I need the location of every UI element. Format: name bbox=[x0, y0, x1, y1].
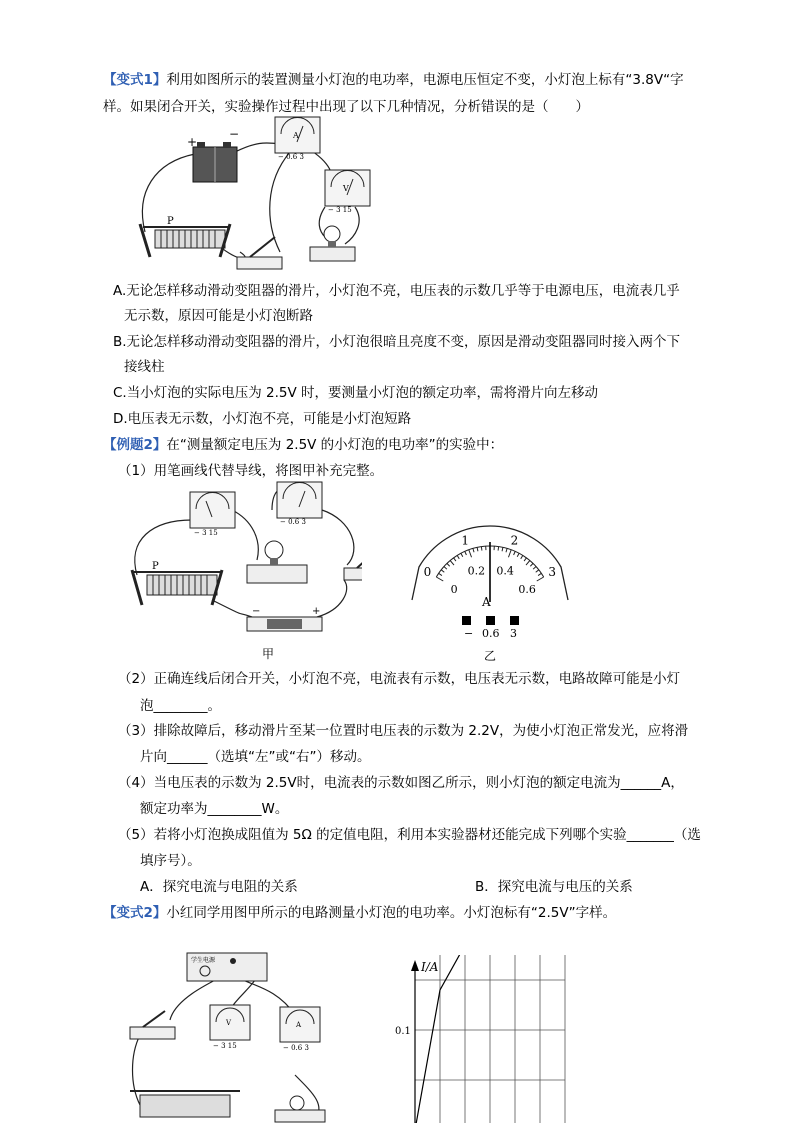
ammeter-symbol: A bbox=[296, 1021, 302, 1029]
ammeter-dial-figure-yi bbox=[410, 520, 570, 665]
dial-tick bbox=[447, 563, 450, 566]
question-tag: 【例题2】 bbox=[103, 437, 167, 453]
question-example2-part1: （1）用笔画线代替导线，将图甲补充完整。 bbox=[118, 463, 384, 479]
question-part5-line1: （5）若将小灯泡换成阻值为 5Ω 的定值电阻，利用本实验器材还能完成下列哪个实验_______（选 bbox=[118, 827, 701, 843]
terminal-square bbox=[462, 616, 471, 625]
circuit-figure-jia bbox=[122, 480, 362, 660]
dial-tick bbox=[454, 558, 456, 561]
terminal-label: 0.6 bbox=[482, 627, 500, 640]
question-variant1-line1: 【变式1】利用如图所示的装置测量小灯泡的电功率，电源电压恒定不变，小灯泡上标有“3.8V“字 bbox=[103, 72, 684, 88]
dial-tick bbox=[481, 547, 482, 551]
question-tag: 【变式1】 bbox=[103, 72, 167, 88]
dial-tick bbox=[498, 547, 499, 551]
voltmeter-symbol: V bbox=[343, 184, 349, 193]
slider-label: P bbox=[152, 561, 159, 572]
lamp-icon bbox=[275, 1096, 325, 1122]
question-tag: 【变式2】 bbox=[103, 905, 167, 921]
battery-minus-label: − bbox=[252, 606, 261, 617]
dial-tick bbox=[514, 551, 516, 555]
question-part4-line1: （4）当电压表的示数为 2.5V时，电流表的示数如图乙所示，则小灯泡的额定电流为______A， bbox=[118, 775, 684, 791]
dial-tick bbox=[526, 561, 530, 566]
switch-icon bbox=[130, 1011, 175, 1039]
lamp-icon bbox=[247, 541, 307, 583]
dial-tick bbox=[538, 573, 541, 575]
power-supply-label: 学生电源 bbox=[191, 957, 216, 964]
ammeter-terminals: − 0.6 3 bbox=[283, 1044, 309, 1052]
rheostat-icon bbox=[132, 570, 222, 605]
battery-icon bbox=[193, 142, 237, 182]
y-axis-arrow-icon bbox=[411, 960, 419, 971]
dial-tick bbox=[524, 558, 526, 561]
dial-tick bbox=[536, 570, 539, 572]
voltmeter-terminals: − 3 15 bbox=[213, 1042, 237, 1050]
dial-top-tick-label: 3 bbox=[548, 565, 556, 579]
dial-bottom-tick-label: 0.6 bbox=[518, 583, 536, 596]
question-variant2: 【变式2】小红同学用图甲所示的电路测量小灯泡的电功率。小灯泡标有“2.5V”字样。 bbox=[103, 905, 617, 921]
dial-bottom-tick-label: 0.2 bbox=[467, 564, 486, 578]
dial-tick bbox=[436, 577, 443, 581]
ammeter-icon bbox=[277, 482, 322, 518]
option-b-line1: B.无论怎样移动滑动变阻器的滑片，小灯泡很暗且亮度不变，原因是滑动变阻器同时接入两个下 bbox=[113, 334, 681, 350]
ammeter-terminals: − 0.6 3 bbox=[280, 518, 306, 526]
terminal-square bbox=[486, 616, 495, 625]
circuit-figure-1 bbox=[125, 112, 385, 277]
dial-tick bbox=[530, 563, 533, 566]
terminal-square bbox=[510, 616, 519, 625]
dial-tick bbox=[517, 553, 519, 557]
dial-tick bbox=[461, 553, 463, 557]
dial-tick bbox=[506, 548, 507, 552]
dial-bottom-tick-label: 0 bbox=[450, 583, 458, 596]
option-a-line1: A.无论怎样移动滑动变阻器的滑片，小灯泡不亮，电压表的示数几乎等于电源电压，电流表几乎 bbox=[113, 283, 680, 299]
choice-a: A．探究电流与电阻的关系 bbox=[140, 879, 298, 895]
figure-caption-jia: 甲 bbox=[262, 647, 275, 660]
y-axis-label: I/A bbox=[421, 960, 439, 974]
choice-b: B．探究电流与电压的关系 bbox=[475, 879, 633, 895]
dial-top-tick-label: 2 bbox=[510, 533, 519, 548]
question-part3-line2: 片向______（选填“左”或“右”）移动。 bbox=[140, 749, 371, 765]
terminal-label: − bbox=[464, 627, 474, 640]
option-a-line2: 无示数，原因可能是小灯泡断路 bbox=[124, 308, 313, 324]
y-tick-label: 0.1 bbox=[395, 1026, 411, 1037]
dial-top-tick-label: 1 bbox=[461, 533, 470, 548]
dial-tick bbox=[521, 555, 523, 558]
battery-plus-label: + bbox=[187, 135, 198, 149]
current-graph bbox=[385, 955, 575, 1123]
dial-tick bbox=[439, 573, 442, 575]
terminal-label: 3 bbox=[510, 627, 517, 640]
dial-tick bbox=[508, 550, 511, 558]
question-example2-intro: 【例题2】在“测量额定电压为 2.5V 的小灯泡的电功率”的实验中： bbox=[103, 437, 504, 453]
dial-tick bbox=[450, 561, 454, 566]
battery-icon bbox=[247, 617, 322, 631]
slider-label: P bbox=[167, 216, 174, 227]
dial-tick bbox=[457, 555, 459, 558]
dial-tick bbox=[537, 577, 544, 581]
rheostat-icon bbox=[130, 1091, 240, 1117]
question-part2-line1: （2）正确连线后闭合开关，小灯泡不亮，电流表有示数，电压表无示数，电路故障可能是小灯 bbox=[118, 671, 681, 687]
option-d: D.电压表无示数，小灯泡不亮，可能是小灯泡短路 bbox=[113, 411, 412, 427]
option-b-line2: 接线柱 bbox=[124, 359, 165, 375]
dial-tick bbox=[473, 548, 474, 552]
dial-tick bbox=[441, 570, 444, 572]
rheostat-icon bbox=[140, 224, 230, 257]
dial-top-tick-label: 0 bbox=[423, 565, 432, 579]
question-part2-line2: 泡________。 bbox=[140, 698, 221, 714]
dial-tick bbox=[469, 550, 472, 558]
question-part4-line2: 额定功率为________W。 bbox=[140, 801, 289, 817]
dial-bottom-tick-label: 0.4 bbox=[496, 564, 514, 578]
dial-tick bbox=[444, 567, 447, 570]
lamp-icon bbox=[310, 226, 355, 261]
ammeter-symbol: A bbox=[482, 595, 491, 609]
question-variant1-line2: 样。如果闭合开关，实验操作过程中出现了以下几种情况，分析错误的是（ ） bbox=[103, 99, 589, 115]
dial-tick bbox=[502, 547, 503, 551]
dial-tick bbox=[465, 551, 467, 555]
ammeter-symbol: A bbox=[293, 131, 299, 140]
voltmeter-terminals: − 3 15 bbox=[328, 206, 352, 214]
voltmeter-terminals: − 3 15 bbox=[194, 529, 218, 537]
option-c: C.当小灯泡的实际电压为 2.5V 时，要测量小灯泡的额定功率，需将滑片向左移动 bbox=[113, 385, 599, 401]
ammeter-terminals: − 0.6 3 bbox=[278, 153, 304, 161]
figure-caption-yi: 乙 bbox=[484, 649, 497, 663]
battery-minus-label: − bbox=[229, 127, 240, 141]
graph-grid bbox=[415, 955, 565, 1123]
question-part5-line2: 填序号）。 bbox=[140, 853, 201, 869]
dial-tick bbox=[477, 547, 478, 551]
dial-tick bbox=[533, 567, 536, 570]
question-part3-line1: （3）排除故障后，移动滑片至某一位置时电压表的示数为 2.2V，为使小灯泡正常发光，应将滑 bbox=[118, 723, 689, 739]
battery-plus-label: + bbox=[312, 606, 321, 617]
voltmeter-symbol: V bbox=[226, 1019, 232, 1027]
voltmeter-icon bbox=[190, 492, 235, 528]
circuit-figure-variant2 bbox=[125, 945, 345, 1123]
